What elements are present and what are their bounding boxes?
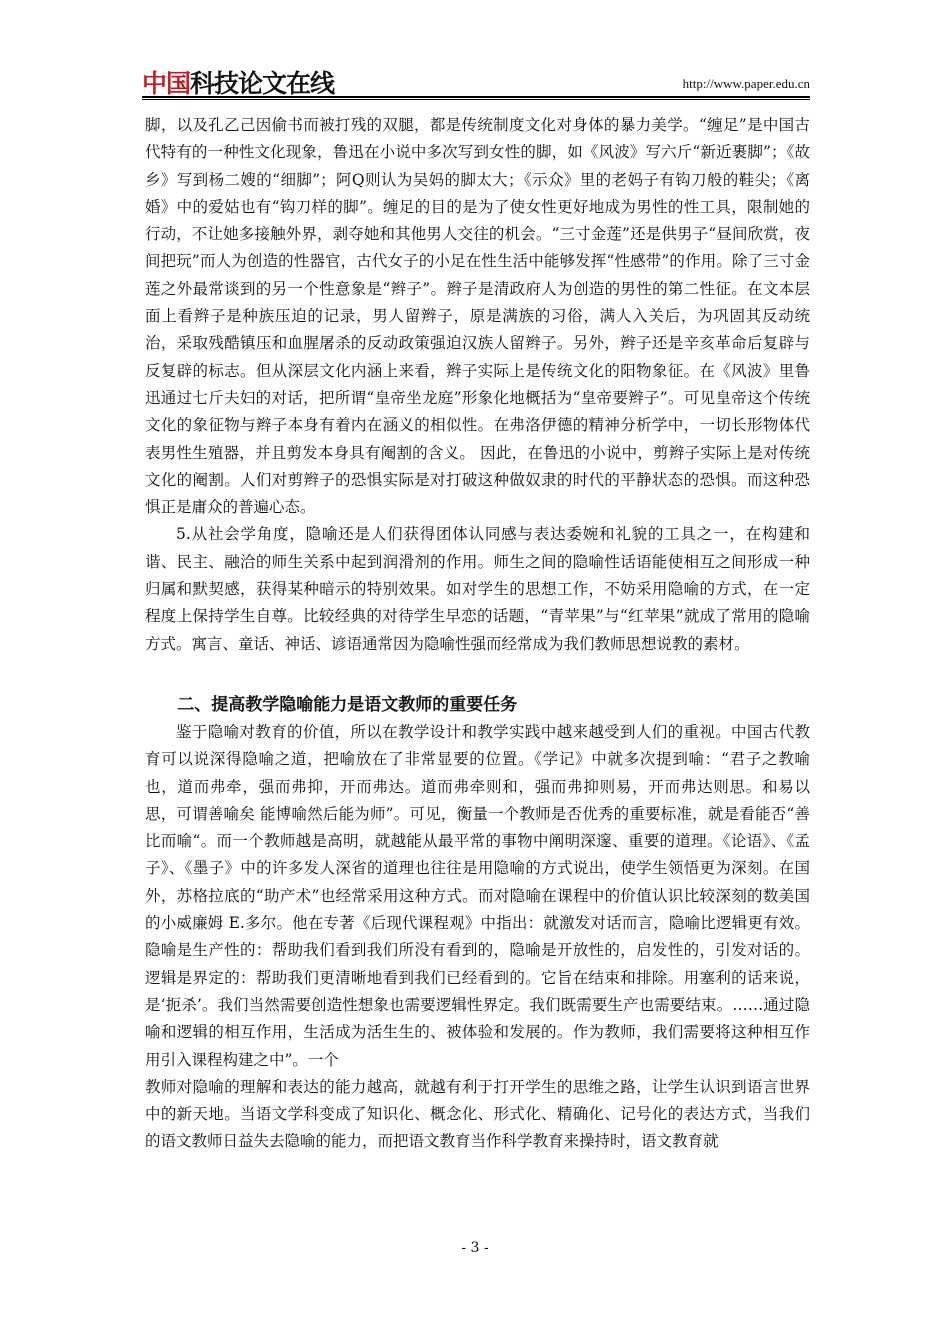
- header-rule: [142, 96, 810, 98]
- document-body: [145, 112, 810, 1156]
- site-url[interactable]: http://www.paper.edu.cn: [682, 76, 810, 91]
- site-logo[interactable]: [142, 64, 335, 98]
- logo-black-text: 科技论文在线: [190, 69, 335, 98]
- logo-red-text: 中国: [142, 69, 191, 98]
- page-number: - 3 -: [461, 1240, 489, 1256]
- paragraph-sociology: 5.从社会学角度，隐喻还是人们获得团体认同感与表达委婉和礼貌的工具之一，在构建和谐、民主、融洽的师生关系中起到润滑剂的作用。师生之间的隐喻性话语能使相互之间形成一种归属和默契感，获得某种暗示的特别效果。如对学生的思想工作，不妨采用隐喻的方式，在一定程度上保持学生自尊。比较经典的对待学生早恋的话题，“青苹果”与“红苹果”就成了常用的隐喻方式。寓言、童话、神话、谚语通常因为隐喻性强而经常成为我们教师思想说教的素材。: [145, 525, 810, 653]
- header-rule-thin: [142, 99, 810, 100]
- page-header: [142, 62, 810, 96]
- section-heading: 二、提高教学隐喻能力是语文教师的重要任务: [177, 694, 518, 715]
- paragraph-continued: 脚，以及孔乙己因偷书而被打残的双腿，都是传统制度文化对身体的暴力美学。“缠足”是中国古代特有的一种性文化现象，鲁迅在小说中多次写到女性的脚，如《风波》写六斤“新近裹脚”；《故乡》写到杨二嫂的“细脚”；阿Q则认为吴妈的脚太大；《示众》里的老妈子有钩刀般的鞋尖；《离婚》中的爱姑也有“钩刀样的脚”。缠足的目的是为了使女性更好地成为男性的性工具，限制她的行动，不让她多接触外界，剥夺她和其他男人交往的机会。“三寸金莲”还是供男子“昼间欣赏，夜间把玩”而人为创造的性器官，古代女子的小足在性生活中能够发挥“性感带”的作用。除了三寸金莲之外最常谈到的另一个性意象是“辫子”。辫子是清政府人为创造的男性的第二性征。在文本层面上看辫子是种族压迫的记录，男人留辫子，原是满族的习俗，满人入关后，为巩固其反动统治，采取残酷镇压和血腥屠杀的反动政策强迫汉族人留辫子。另外，辫子还是辛亥革命后复辟与反复辟的标志。但从深层文化内涵上来看，辫子实际上是传统文化的阳物象征。在《风波》里鲁迅通过七斤夫妇的对话，把所谓“皇帝坐龙庭”形象化地概括为“皇帝要辫子”。可见皇帝这个传统文化的象征物与辫子本身有着内在涵义的相似性。在弗洛伊德的精神分析学中，一切长形物体代表男性生殖器，并且剪发本身具有阉割的含义。 因此，在鲁迅的小说中，剪辫子实际上是对传统文化的阉割。人们对剪辫子的恐惧实际是对打破这种做奴隶的时代的平静状态的恐惧。而这种恐惧正是庸众的普遍心态。: [145, 116, 810, 517]
- paragraph-metaphor-value: 鉴于隐喻对教育的价值，所以在教学设计和教学实践中越来越受到人们的重视。中国古代教育可以说深得隐喻之道，把喻放在了非常显要的位置。《学记》中就多次提到喻：“君子之教喻也，道而弗牵，强而弗抑，开而弗达。道而弗牵则和，强而弗抑则易，开而弗达则思。和易以思，可谓善喻矣 能博喻然后能为师”。可见，衡量一个教师是否优秀的重要标准，就是看能否“善比而喻“。而一个教师越是高明，就越能从最平常的事物中阐明深邃、重要的道理。《论语》、《孟子》、《墨子》中的许多发人深省的道理也往往是用隐喻的方式说出，使学生领悟更为深刻。在国外，苏格拉底的“助产术”也经常采用这种方式。而对隐喻在课程中的价值认识比较深刻的数美国的小威廉姆 E.多尔。他在专著《后现代课程观》中指出：就激发对话而言，隐喻比逻辑更有效。隐喻是生产性的：帮助我们看到我们所没有看到的，隐喻是开放性的，启发性的，引发对话的。逻辑是界定的：帮助我们更清晰地看到我们已经看到的。它旨在结束和排除。用塞利的话来说，是‘扼杀’。我们当然需要创造性想象也需要逻辑性界定。我们既需要生产也需要结束。……通过隐喻和逻辑的相互作用，生活成为活生生的、被体验和发展的。作为教师，我们需要将这种相互作用引入课程构建之中”。一个: [145, 722, 810, 1069]
- paragraph-teacher-ability: 教师对隐喻的理解和表达的能力越高，就越有利于打开学生的思维之路，让学生认识到语言世界中的新天地。当语文学科变成了知识化、概念化、形式化、精确化、记号化的表达方式，当我们的语文教师日益失去隐喻的能力，而把语文教育当作科学教育来操持时，语文教育就: [145, 1077, 810, 1151]
